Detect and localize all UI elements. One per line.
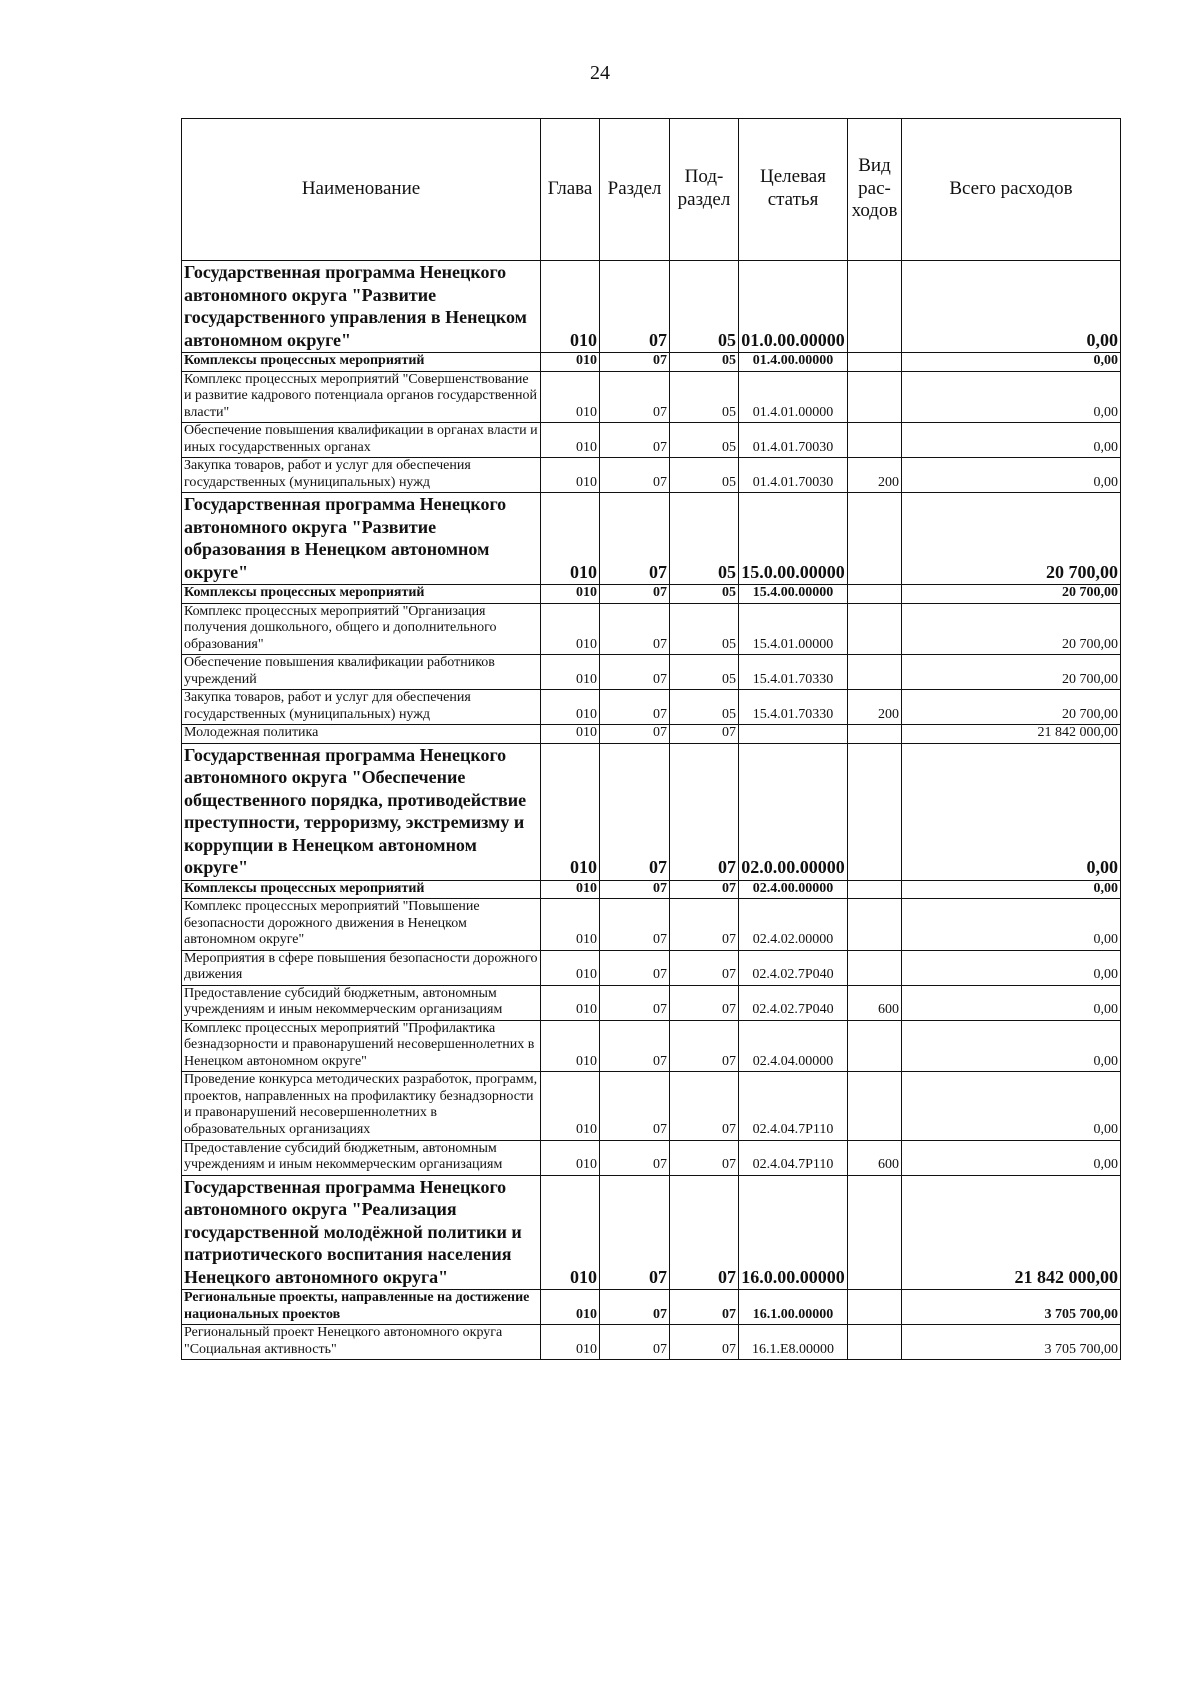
- cell-chapter: 010: [541, 1020, 600, 1072]
- cell-expense-type: [848, 743, 902, 880]
- cell-section: 07: [600, 458, 670, 493]
- cell-total: 3 705 700,00: [902, 1325, 1121, 1360]
- cell-total: 0,00: [902, 1020, 1121, 1072]
- cell-expense-type: [848, 603, 902, 655]
- cell-subsection: 05: [670, 493, 739, 585]
- cell-subsection: 07: [670, 1325, 739, 1360]
- cell-total: 0,00: [902, 1072, 1121, 1140]
- cell-total: 0,00: [902, 743, 1121, 880]
- cell-expense-type: 600: [848, 1140, 902, 1175]
- cell-total: 3 705 700,00: [902, 1290, 1121, 1325]
- cell-total: 0,00: [902, 423, 1121, 458]
- expenditure-table: [181, 118, 1121, 1360]
- cell-chapter: 010: [541, 458, 600, 493]
- cell-chapter: 010: [541, 423, 600, 458]
- cell-expense-type: 200: [848, 458, 902, 493]
- cell-section: 07: [600, 690, 670, 725]
- cell-section: 07: [600, 743, 670, 880]
- header-target: [739, 119, 848, 261]
- cell-subsection: 05: [670, 585, 739, 604]
- cell-section: 07: [600, 1290, 670, 1325]
- cell-chapter: 010: [541, 353, 600, 372]
- cell-name: Предоставление субсидий бюджетным, автономным учреждениям и иным некоммерческим организациям: [182, 1140, 541, 1175]
- cell-expense-type: [848, 950, 902, 985]
- cell-target: 02.4.04.00000: [739, 1020, 848, 1072]
- cell-target: 01.0.00.00000: [739, 261, 848, 353]
- cell-expense-type: [848, 1175, 902, 1290]
- cell-total: 0,00: [902, 458, 1121, 493]
- cell-chapter: 010: [541, 261, 600, 353]
- cell-expense-type: [848, 880, 902, 899]
- cell-expense-type: [848, 1072, 902, 1140]
- table-row: [182, 1290, 1121, 1325]
- cell-name: Комплексы процессных мероприятий: [182, 585, 541, 604]
- cell-chapter: 010: [541, 1325, 600, 1360]
- cell-subsection: 05: [670, 353, 739, 372]
- header-expense-type: [848, 119, 902, 261]
- cell-name: Комплекс процессных мероприятий "Совершенствование и развитие кадрового потенциала органов государственной власти": [182, 371, 541, 423]
- cell-section: 07: [600, 603, 670, 655]
- cell-total: 21 842 000,00: [902, 1175, 1121, 1290]
- cell-expense-type: [848, 1290, 902, 1325]
- cell-target: 15.4.00.00000: [739, 585, 848, 604]
- cell-section: 07: [600, 1325, 670, 1360]
- cell-section: 07: [600, 423, 670, 458]
- cell-subsection: 07: [670, 1290, 739, 1325]
- cell-subsection: 05: [670, 458, 739, 493]
- cell-subsection: 05: [670, 261, 739, 353]
- cell-total: 21 842 000,00: [902, 725, 1121, 744]
- cell-chapter: 010: [541, 493, 600, 585]
- cell-chapter: 010: [541, 1140, 600, 1175]
- cell-chapter: 010: [541, 1175, 600, 1290]
- cell-target: 02.4.04.7Р110: [739, 1072, 848, 1140]
- cell-section: 07: [600, 655, 670, 690]
- cell-name: Молодежная политика: [182, 725, 541, 744]
- cell-name: Закупка товаров, работ и услуг для обеспечения государственных (муниципальных) нужд: [182, 690, 541, 725]
- header-expense-type-text: Вид рас- ходов: [851, 154, 898, 222]
- cell-target: 16.1.E8.00000: [739, 1325, 848, 1360]
- table-row: [182, 725, 1121, 744]
- cell-subsection: 05: [670, 423, 739, 458]
- table-row: [182, 603, 1121, 655]
- cell-name: Предоставление субсидий бюджетным, автономным учреждениям и иным некоммерческим организациям: [182, 985, 541, 1020]
- cell-name: Региональные проекты, направленные на достижение национальных проектов: [182, 1290, 541, 1325]
- cell-subsection: 07: [670, 1140, 739, 1175]
- cell-subsection: 07: [670, 880, 739, 899]
- cell-chapter: 010: [541, 371, 600, 423]
- cell-chapter: 010: [541, 985, 600, 1020]
- cell-subsection: 07: [670, 985, 739, 1020]
- cell-name: Закупка товаров, работ и услуг для обеспечения государственных (муниципальных) нужд: [182, 458, 541, 493]
- cell-target: 01.4.00.00000: [739, 353, 848, 372]
- table-row: [182, 1072, 1121, 1140]
- cell-chapter: 010: [541, 603, 600, 655]
- header-subsection-text: Под- раздел: [677, 166, 731, 210]
- cell-name: Государственная программа Ненецкого автономного округа "Развитие государственного управления в Ненецком автономном округе": [182, 261, 541, 353]
- cell-expense-type: [848, 725, 902, 744]
- cell-total: 20 700,00: [902, 493, 1121, 585]
- cell-name: Проведение конкурса методических разработок, программ, проектов, направленных на профилактику безнадзорности и правонарушений несовершеннолетних в образовательных организациях: [182, 1072, 541, 1140]
- cell-expense-type: [848, 1020, 902, 1072]
- cell-section: 07: [600, 1175, 670, 1290]
- cell-section: 07: [600, 261, 670, 353]
- cell-chapter: 010: [541, 585, 600, 604]
- cell-subsection: 05: [670, 603, 739, 655]
- table-row: [182, 690, 1121, 725]
- table-row: [182, 899, 1121, 951]
- table-row: [182, 423, 1121, 458]
- table-row: [182, 743, 1121, 880]
- header-section-text: Раздел: [607, 177, 662, 199]
- header-subsection: [670, 119, 739, 261]
- table-row: [182, 950, 1121, 985]
- table-row: [182, 353, 1121, 372]
- cell-subsection: 05: [670, 655, 739, 690]
- cell-name: Обеспечение повышения квалификации работников учреждений: [182, 655, 541, 690]
- cell-section: 07: [600, 950, 670, 985]
- table-row: [182, 880, 1121, 899]
- cell-total: 0,00: [902, 985, 1121, 1020]
- cell-name: Государственная программа Ненецкого автономного округа "Обеспечение общественного порядка, противодействие преступности, терроризму, экстремизму и коррупции в Ненецком автономном округе": [182, 743, 541, 880]
- header-name: [182, 119, 541, 261]
- cell-expense-type: [848, 353, 902, 372]
- cell-target: 16.1.00.00000: [739, 1290, 848, 1325]
- header-name-text: Наименование: [301, 177, 421, 199]
- cell-total: 20 700,00: [902, 603, 1121, 655]
- cell-name: Комплекс процессных мероприятий "Профилактика безнадзорности и правонарушений несовершеннолетних в Ненецком автономном округе": [182, 1020, 541, 1072]
- table-row: [182, 985, 1121, 1020]
- cell-section: 07: [600, 1020, 670, 1072]
- cell-target: 01.4.01.70030: [739, 423, 848, 458]
- cell-chapter: 010: [541, 743, 600, 880]
- cell-total: 20 700,00: [902, 655, 1121, 690]
- cell-expense-type: [848, 371, 902, 423]
- cell-expense-type: 600: [848, 985, 902, 1020]
- cell-subsection: 07: [670, 743, 739, 880]
- cell-subsection: 07: [670, 1072, 739, 1140]
- cell-name: Комплекс процессных мероприятий "Повышение безопасности дорожного движения в Ненецком автономном округе": [182, 899, 541, 951]
- cell-section: 07: [600, 880, 670, 899]
- table-row: [182, 585, 1121, 604]
- page-number: 24: [590, 62, 610, 84]
- cell-total: 20 700,00: [902, 585, 1121, 604]
- header-target-text: Целевая статья: [760, 166, 826, 210]
- cell-total: 0,00: [902, 880, 1121, 899]
- cell-subsection: 07: [670, 725, 739, 744]
- cell-expense-type: [848, 493, 902, 585]
- header-chapter-text: Глава: [547, 177, 593, 199]
- cell-chapter: 010: [541, 1072, 600, 1140]
- cell-expense-type: [848, 1325, 902, 1360]
- cell-subsection: 05: [670, 371, 739, 423]
- cell-target: 02.4.02.00000: [739, 899, 848, 951]
- cell-target: 02.4.00.00000: [739, 880, 848, 899]
- cell-name: Государственная программа Ненецкого автономного округа "Реализация государственной молодёжной политики и патриотического воспитания населения Ненецкого автономного округа": [182, 1175, 541, 1290]
- cell-subsection: 07: [670, 950, 739, 985]
- header-chapter: [541, 119, 600, 261]
- cell-name: Государственная программа Ненецкого автономного округа "Развитие образования в Ненецком автономном округе": [182, 493, 541, 585]
- cell-chapter: 010: [541, 950, 600, 985]
- table-row: [182, 458, 1121, 493]
- cell-expense-type: [848, 655, 902, 690]
- cell-expense-type: [848, 423, 902, 458]
- cell-expense-type: [848, 585, 902, 604]
- cell-chapter: 010: [541, 880, 600, 899]
- cell-name: Мероприятия в сфере повышения безопасности дорожного движения: [182, 950, 541, 985]
- table-row: [182, 1325, 1121, 1360]
- cell-name: Комплекс процессных мероприятий "Организация получения дошкольного, общего и дополнительного образования": [182, 603, 541, 655]
- cell-expense-type: [848, 261, 902, 353]
- cell-subsection: 07: [670, 1175, 739, 1290]
- table-row: [182, 493, 1121, 585]
- table-row: [182, 1140, 1121, 1175]
- cell-total: 20 700,00: [902, 690, 1121, 725]
- cell-section: 07: [600, 371, 670, 423]
- cell-name: Комплексы процессных мероприятий: [182, 880, 541, 899]
- cell-total: 0,00: [902, 950, 1121, 985]
- header-total-text: Всего расходов: [949, 177, 1073, 199]
- table-row: [182, 371, 1121, 423]
- cell-target: 16.0.00.00000: [739, 1175, 848, 1290]
- cell-target: 15.4.01.70330: [739, 655, 848, 690]
- cell-total: 0,00: [902, 353, 1121, 372]
- cell-section: 07: [600, 493, 670, 585]
- cell-chapter: 010: [541, 690, 600, 725]
- cell-section: 07: [600, 985, 670, 1020]
- header-total: [902, 119, 1121, 261]
- header-section: [600, 119, 670, 261]
- cell-section: 07: [600, 1140, 670, 1175]
- table-row: [182, 1175, 1121, 1290]
- cell-target: 02.0.00.00000: [739, 743, 848, 880]
- cell-name: Региональный проект Ненецкого автономного округа "Социальная активность": [182, 1325, 541, 1360]
- table-header: [182, 119, 1121, 261]
- cell-chapter: 010: [541, 725, 600, 744]
- table-row: [182, 655, 1121, 690]
- cell-target: [739, 725, 848, 744]
- cell-target: 15.4.01.00000: [739, 603, 848, 655]
- cell-name: Обеспечение повышения квалификации в органах власти и иных государственных органах: [182, 423, 541, 458]
- cell-subsection: 05: [670, 690, 739, 725]
- cell-section: 07: [600, 1072, 670, 1140]
- cell-subsection: 07: [670, 1020, 739, 1072]
- cell-name: Комплексы процессных мероприятий: [182, 353, 541, 372]
- cell-target: 15.4.01.70330: [739, 690, 848, 725]
- table-row: [182, 261, 1121, 353]
- cell-target: 15.0.00.00000: [739, 493, 848, 585]
- cell-section: 07: [600, 353, 670, 372]
- cell-total: 0,00: [902, 899, 1121, 951]
- cell-target: 02.4.02.7Р040: [739, 985, 848, 1020]
- table-body: [182, 261, 1121, 1360]
- cell-target: 02.4.02.7Р040: [739, 950, 848, 985]
- cell-section: 07: [600, 899, 670, 951]
- cell-chapter: 010: [541, 655, 600, 690]
- cell-expense-type: 200: [848, 690, 902, 725]
- cell-total: 0,00: [902, 1140, 1121, 1175]
- cell-target: 01.4.01.70030: [739, 458, 848, 493]
- cell-total: 0,00: [902, 261, 1121, 353]
- cell-chapter: 010: [541, 1290, 600, 1325]
- cell-subsection: 07: [670, 899, 739, 951]
- cell-target: 01.4.01.00000: [739, 371, 848, 423]
- cell-target: 02.4.04.7Р110: [739, 1140, 848, 1175]
- cell-expense-type: [848, 899, 902, 951]
- table-row: [182, 1020, 1121, 1072]
- cell-total: 0,00: [902, 371, 1121, 423]
- cell-chapter: 010: [541, 899, 600, 951]
- cell-section: 07: [600, 725, 670, 744]
- cell-section: 07: [600, 585, 670, 604]
